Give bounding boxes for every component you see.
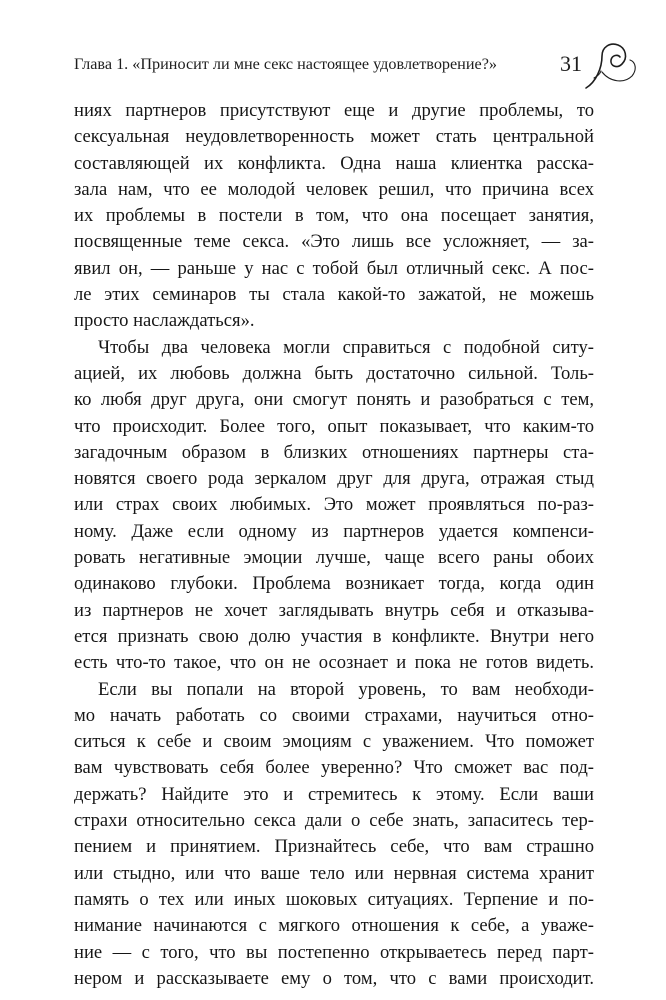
- text-line: ется признать свою долю участия в конфликте. Внутри него: [74, 625, 594, 647]
- text-line: вам чувствовать себя более уверенно? Что сможет вас под-: [74, 757, 594, 779]
- text-line: их проблемы в постели в том, что она посещает занятия,: [74, 205, 594, 227]
- flourish-ornament-icon: [580, 38, 640, 98]
- text-line: ниях партнеров присутствуют еще и другие проблемы, то: [74, 100, 594, 121]
- text-line: пением и принятием. Признайтесь себе, что вам страшно: [74, 836, 594, 858]
- paragraph-first-line: Чтобы два человека могли справиться с подобной ситу-: [98, 336, 594, 358]
- text-line: просто наслаждаться».: [74, 310, 255, 332]
- text-line: или стыдно, или что ваше тело или нервная система хранит: [74, 862, 594, 884]
- text-line: зала нам, что ее молодой человек решил, что причина всех: [74, 178, 594, 200]
- chapter-title: Глава 1. «Приносит ли мне секс настоящее удовлетворение?»: [74, 55, 497, 73]
- text-line: ко любя друг друга, они смогут понять и разобраться с тем,: [74, 389, 594, 411]
- text-line: держать? Найдите это и стремитесь к этому. Если ваши: [74, 783, 594, 805]
- text-line: или страх своих любимых. Это может проявляться по-раз-: [74, 494, 594, 516]
- text-line: ровать негативные эмоции лучше, чаще всего раны обоих: [74, 547, 594, 569]
- text-line: из партнеров не хочет заглядывать внутрь себя и отказыва-: [74, 599, 594, 621]
- text-line: есть что-то такое, что он не осознает и пока не готов видеть.: [74, 652, 594, 674]
- text-line: память о тех или иных шоковых ситуациях. Терпение и по-: [74, 888, 594, 910]
- text-line: мо начать работать со своими страхами, научиться отно-: [74, 704, 594, 726]
- text-line: ситься к себе и своим эмоциям с уважением. Что поможет: [74, 731, 594, 753]
- text-line: загадочным образом в близких отношениях партнеры ста-: [74, 441, 594, 463]
- body-text: [74, 98, 594, 992]
- text-line: сексуальная неудовлетворенность может стать центральной: [74, 126, 594, 148]
- text-line: явил он, — раньше у нас с тобой был отличный секс. А пос-: [74, 257, 594, 279]
- text-line: что происходит. Более того, опыт показывает, что каким-то: [74, 415, 594, 437]
- text-line: составляющей их конфликта. Одна наша клиентка расска-: [74, 152, 594, 174]
- text-line: нимание начинаются с мягкого отношения к себе, а уваже-: [74, 915, 594, 937]
- text-line: посвященные теме секса. «Это лишь все усложняет, — за-: [74, 231, 594, 253]
- text-line: новятся своего рода зеркалом друг для друга, отражая стыд: [74, 468, 594, 490]
- text-line: одинаково глубоки. Проблема возникает тогда, когда один: [74, 573, 594, 595]
- paragraph-first-line: Если вы попали на второй уровень, то вам необходи-: [98, 678, 594, 700]
- running-header: [74, 52, 594, 82]
- text-line: нером и рассказываете ему о том, что с вами происходит.: [74, 967, 594, 989]
- text-line: ному. Даже если одному из партнеров удается компенси-: [74, 520, 594, 542]
- text-line: ле этих семинаров ты стала какой-то зажатой, не можешь: [74, 284, 594, 306]
- text-line: страхи относительно секса дали о себе знать, запаситесь тер-: [74, 810, 594, 832]
- text-line: ние — с того, что вы постепенно открываетесь перед парт-: [74, 941, 594, 963]
- page-number: 31: [560, 51, 582, 76]
- text-line: ацией, их любовь должна быть достаточно сильной. Толь-: [74, 362, 594, 384]
